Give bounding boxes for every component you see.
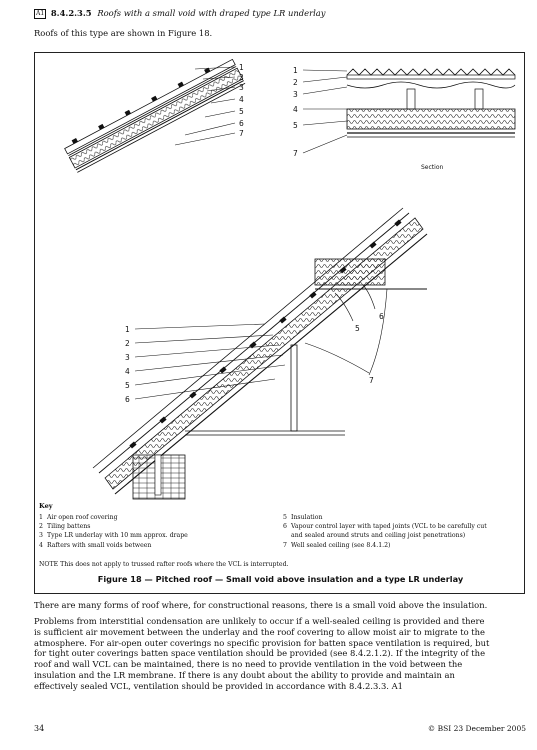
callout-label: 4 bbox=[125, 367, 130, 376]
callout-label: 2 bbox=[125, 339, 130, 348]
copyright-notice: © BSI 23 December 2005 bbox=[427, 724, 526, 733]
key-item bbox=[283, 531, 523, 540]
callout-label: 5 bbox=[239, 107, 244, 116]
key-number: 1 bbox=[39, 514, 43, 521]
key-number: 2 bbox=[39, 523, 43, 531]
key-title: Key bbox=[39, 502, 53, 510]
key-item bbox=[283, 541, 523, 550]
callout-label: 2 bbox=[239, 73, 244, 82]
section-number: 8.4.2.3.5 bbox=[50, 8, 92, 18]
paragraph-line: atmosphere. For air-open outer coverings no specific provision for batten space ventilation is required, but bbox=[34, 637, 490, 648]
key-number: 6 bbox=[283, 523, 287, 531]
callout-label: 3 bbox=[293, 90, 298, 99]
key-item bbox=[283, 513, 523, 522]
callout-label: 6 bbox=[125, 395, 130, 404]
key-text: Rafters with small voids between bbox=[47, 541, 152, 549]
callout-label: 5 bbox=[293, 121, 298, 130]
callout-label: 1 bbox=[293, 66, 298, 75]
key-text: Air open roof covering bbox=[47, 514, 118, 521]
key-column-left bbox=[39, 513, 279, 550]
key-number: 4 bbox=[39, 541, 43, 549]
paragraph-line: for tight outer coverings batten space ventilation should be provided (see 8.4.2.1.2). If the integrity of the bbox=[34, 648, 486, 659]
callout-label: 2 bbox=[293, 78, 298, 87]
paragraph-line: is sufficient air movement between the underlay and the roof covering to allow moist air to migrate to the bbox=[34, 626, 485, 637]
detail-pitched-roof bbox=[63, 56, 245, 173]
callout-label: 5 bbox=[125, 381, 130, 390]
callout-label: 1 bbox=[239, 63, 244, 72]
body-paragraph: There are many forms of roof where, for constructional reasons, there is a small void above the insulation. bbox=[34, 600, 488, 610]
detail-section bbox=[347, 69, 515, 137]
amendment-marker: A1 bbox=[36, 10, 45, 17]
callout-label: 3 bbox=[125, 353, 130, 362]
key-text: Vapour control layer with taped joints (VCL to be carefully cut bbox=[291, 523, 487, 531]
page-number: 34 bbox=[34, 724, 45, 733]
figure-note: NOTE This does not apply to trussed rafter roofs where the VCL is interrupted. bbox=[39, 561, 289, 568]
figure-18 bbox=[34, 52, 525, 594]
key-item bbox=[39, 541, 279, 550]
key-text: Well sealed ceiling (see 8.4.1.2) bbox=[291, 541, 391, 549]
callout-label: 4 bbox=[293, 105, 298, 114]
key-text: Insulation bbox=[291, 514, 323, 521]
paragraph-line: Problems from interstitial condensation are unlikely to occur if a well-sealed ceiling is provided and there bbox=[34, 616, 485, 626]
key-text: and sealed around struts and ceiling joist penetrations) bbox=[291, 532, 466, 540]
key-text: Type LR underlay with 10 mm approx. drape bbox=[47, 532, 188, 540]
paragraph-line: roof and wall VCL can be maintained, there is no need to provide ventilation in the void between the bbox=[34, 659, 463, 670]
callout-label: 7 bbox=[369, 376, 374, 385]
callout-label: 7 bbox=[239, 129, 244, 138]
section-title: Roofs with a small void with draped type LR underlay bbox=[97, 8, 326, 18]
callout-label: 4 bbox=[239, 95, 244, 104]
key-item bbox=[39, 522, 279, 531]
key-number: 7 bbox=[283, 541, 287, 549]
callout-label: 1 bbox=[125, 325, 130, 334]
key-item bbox=[39, 531, 279, 540]
key-number: 3 bbox=[39, 532, 43, 540]
key-column-right bbox=[283, 513, 523, 550]
callout-label: 5 bbox=[355, 324, 360, 333]
callout-label: 6 bbox=[379, 312, 384, 321]
section-heading bbox=[34, 8, 326, 19]
paragraph-line: effectively sealed VCL, ventilation should be provided in accordance with 8.4.2.3.3. A1 bbox=[34, 680, 403, 691]
figure-caption: Figure 18 — Pitched roof — Small void above insulation and a type LR underlay bbox=[97, 574, 464, 584]
key-text: Tiling battens bbox=[47, 523, 91, 531]
callout-label: 7 bbox=[293, 149, 298, 158]
key-number: 5 bbox=[283, 514, 287, 521]
key-item bbox=[39, 513, 279, 522]
intro-text: Roofs of this type are shown in Figure 18. bbox=[34, 28, 213, 38]
key-item bbox=[283, 522, 523, 531]
paragraph-line: insulation and the LR membrane. If there is any doubt about the ability to provide and maintain an bbox=[34, 669, 455, 680]
callout-label: 6 bbox=[239, 119, 244, 128]
callout-label: 3 bbox=[239, 83, 244, 92]
roof-diagram bbox=[35, 53, 524, 501]
section-label: Section bbox=[421, 164, 444, 171]
body-paragraph bbox=[34, 616, 529, 692]
